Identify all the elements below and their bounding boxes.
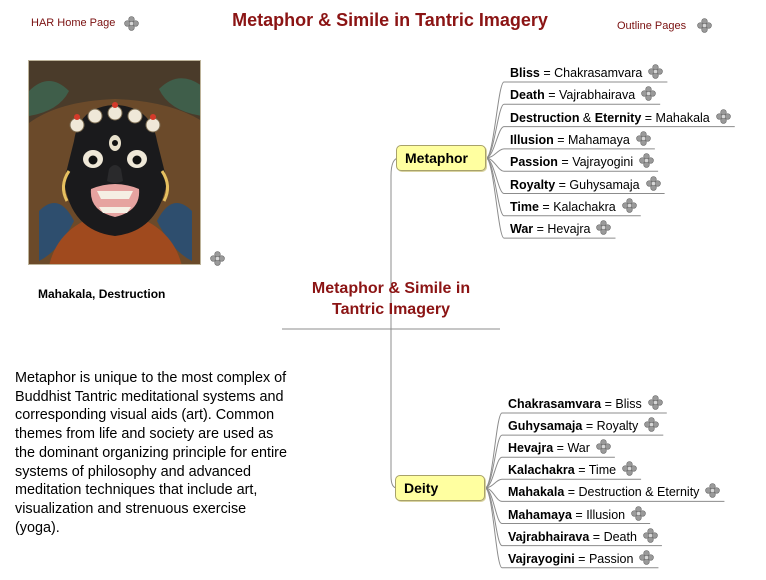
item-value: Hevajra [547,222,591,237]
item-equals: = [555,177,570,192]
item-key: Vajrabhairava [508,529,590,544]
item-link-icon[interactable] [646,176,661,191]
item-value: Death [603,529,637,544]
item-link-icon[interactable] [596,220,611,235]
item-link-icon[interactable] [622,198,637,213]
item-equals: = [553,441,568,456]
central-topic-line-1: Metaphor & Simile in [311,280,471,297]
item-link-icon[interactable] [648,64,663,79]
outline-pages-link-icon[interactable] [697,18,712,33]
item-link-icon[interactable] [705,483,720,498]
item-value: Vajrabhairava [558,88,636,103]
deity-item-mahamaya[interactable] [508,506,646,522]
item-value: Royalty [596,419,639,434]
deity-item-kalachakra[interactable] [508,461,637,477]
item-equals: = [557,155,573,170]
item-value: Illusion [586,507,626,522]
item-equals: = [553,132,568,147]
deity-item-chakrasamvara[interactable] [508,395,663,411]
item-key: Mahamaya [508,507,572,522]
item-equals: = [641,110,656,125]
item-key: Vajrayogini [508,551,575,566]
outline-pages-link[interactable]: Outline Pages [617,20,687,32]
item-key: Death [510,88,545,103]
deity-item-mahakala[interactable] [508,483,720,499]
item-key: Royalty [510,177,556,192]
item-value: Mahamaya [568,132,630,147]
item-equals: = [582,419,597,434]
item-link-icon[interactable] [636,131,651,146]
deity-item-vajrayogini[interactable] [508,550,654,566]
metaphor-item-passion[interactable] [510,153,654,169]
item-link-icon[interactable] [643,528,658,543]
item-key: Time [510,199,539,214]
item-value: Chakrasamvara [554,66,643,80]
item-link-icon[interactable] [716,109,731,124]
item-equals: = [589,529,604,544]
metaphor-item-death[interactable] [510,86,656,102]
item-equals: = [574,463,589,478]
item-link-icon[interactable] [622,461,637,476]
item-value: Mahakala [655,110,710,125]
mahakala-image [28,60,201,265]
item-value: Vajrayogini [572,155,634,170]
item-link-icon[interactable] [641,86,656,101]
item-key-joiner: & [579,110,595,125]
item-link-icon[interactable] [639,550,654,565]
metaphor-item-destruction-eternity[interactable] [510,109,731,125]
image-caption: Mahakala, Destruction [38,287,166,301]
metaphor-item-royalty[interactable] [510,176,661,192]
page-title: Metaphor & Simile in Tantric Imagery [232,10,548,30]
metaphor-item-time[interactable] [510,198,637,214]
item-key: Mahakala [508,485,565,500]
item-link-icon[interactable] [644,417,659,432]
item-equals: = [539,66,555,80]
item-equals: = [571,507,587,522]
deity-item-hevajra[interactable] [508,439,611,455]
metaphor-item-illusion[interactable] [510,131,651,147]
branch-metaphor[interactable]: Metaphor [396,145,486,171]
item-value: Bliss [615,397,642,411]
mahakala-image-link-icon[interactable] [210,251,225,266]
deity-item-vajrabhairava[interactable] [508,528,658,544]
item-equals: = [601,397,616,411]
item-key: Destruction [510,110,580,125]
metaphor-item-war[interactable] [510,220,611,236]
item-key: War [510,222,534,237]
item-equals: = [564,485,579,500]
item-equals: = [544,88,559,103]
item-value: War [567,441,590,456]
har-home-page-link[interactable]: HAR Home Page [31,17,116,29]
item-link-icon[interactable] [639,153,654,168]
item-value: Kalachakra [553,199,616,214]
metaphor-item-bliss[interactable] [510,64,663,80]
item-value: Passion [588,551,634,566]
item-key: Bliss [510,66,540,80]
item-equals: = [574,551,589,566]
item-value: Guhysamaja [569,177,640,192]
item-value: Destruction & Eternity [578,485,700,500]
branch-deity[interactable]: Deity [395,475,485,501]
har-home-link-icon[interactable] [124,16,139,31]
item-link-icon[interactable] [648,395,663,410]
item-equals: = [533,222,548,237]
item-key: Guhysamaja [508,419,583,434]
item-key-secondary: Eternity [594,110,642,125]
item-equals: = [538,199,554,214]
item-link-icon[interactable] [631,506,646,521]
item-key: Passion [510,155,558,170]
central-topic[interactable] [282,278,500,320]
item-key: Hevajra [508,441,554,456]
item-key: Kalachakra [508,463,575,478]
item-value: Time [588,463,617,478]
description-text: Metaphor is unique to the most complex of Buddhist Tantric meditational systems and corresponding visual aids (art). Common themes from life and society are used as the dominant organizing principle for entire systems of philosophy and advanced meditation techniques that include art, visualization and strenuous exercise (yoga). [15,370,287,536]
item-key: Chakrasamvara [508,397,602,411]
item-link-icon[interactable] [596,439,611,454]
deity-item-guhysamaja[interactable] [508,417,659,433]
central-topic-line-2: Tantric Imagery [332,301,450,318]
item-key: Illusion [510,132,554,147]
